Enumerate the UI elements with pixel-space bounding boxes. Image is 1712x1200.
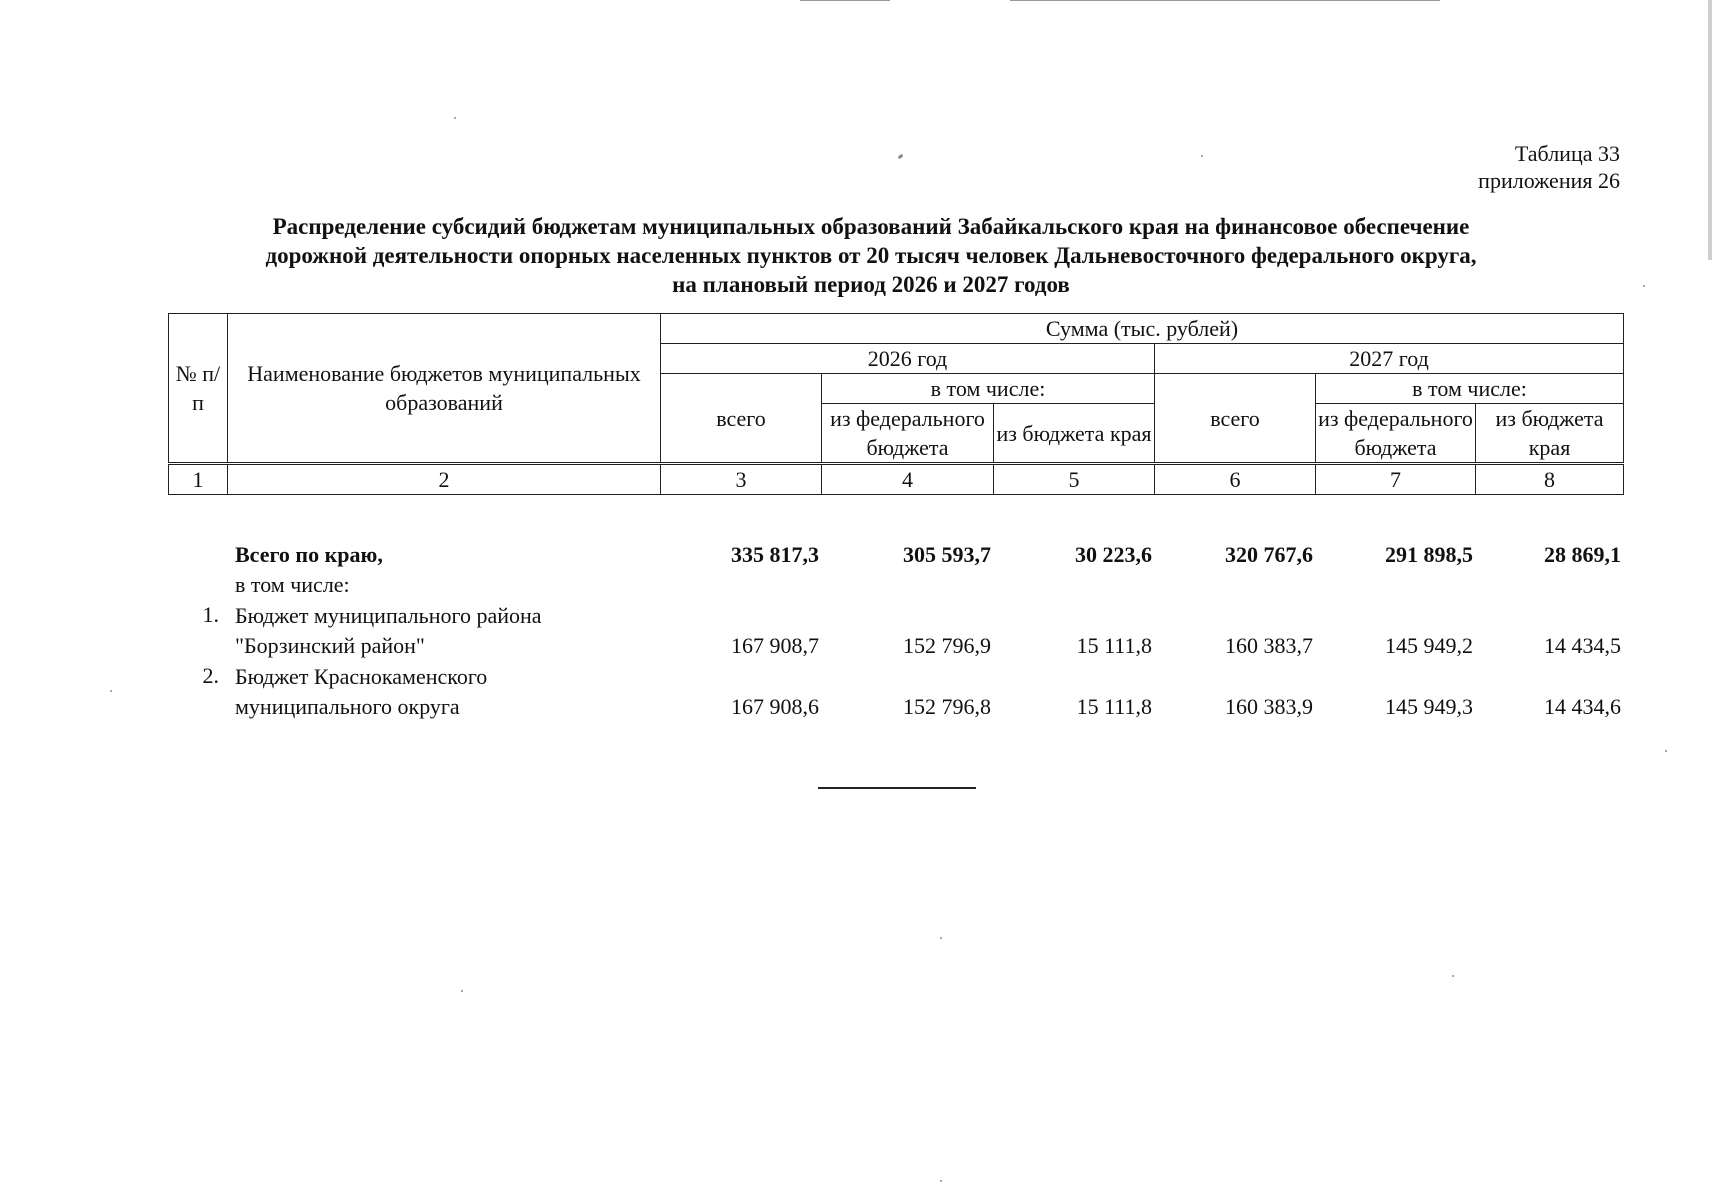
empty-cell [660, 570, 1623, 600]
column-header-including-2026: в том числе: [822, 374, 1155, 404]
subsidy-table-body [168, 540, 1623, 722]
row-name-line: "Борзинский район" [235, 633, 425, 658]
document-title [150, 212, 1592, 299]
cell-value: 167 908,6 [731, 694, 819, 719]
column-header-federal-2026: из федерального бюджета [822, 404, 994, 464]
table-row-total [168, 540, 1623, 570]
row-name-total: Всего по краю, [235, 542, 383, 567]
table-reference [1478, 140, 1620, 194]
table-row [168, 661, 1623, 722]
scan-speck [1452, 975, 1454, 977]
cell-value: 14 434,5 [1544, 633, 1621, 658]
row-number: 2. [202, 663, 219, 688]
column-header-including-2027: в том числе: [1316, 374, 1624, 404]
row-number [168, 570, 227, 600]
column-index: 5 [994, 464, 1155, 495]
column-index: 3 [661, 464, 822, 495]
cell-value: 14 434,6 [1544, 694, 1621, 719]
scan-speck [110, 690, 112, 692]
row-name-line: Бюджет Краснокаменского [235, 664, 488, 689]
column-header-total-2027: всего [1155, 374, 1316, 464]
cell-value: 145 949,3 [1385, 694, 1473, 719]
cell-value: 152 796,9 [903, 633, 991, 658]
column-header-number: № п/п [169, 314, 228, 464]
scan-speck [898, 154, 904, 160]
title-line-3: на плановый период 2026 и 2027 годов [672, 272, 1070, 297]
scan-speck [1201, 155, 1203, 157]
cell-value: 30 223,6 [1075, 542, 1152, 567]
table-number-label: Таблица 33 [1514, 141, 1620, 166]
scan-artifact-line [1010, 0, 1440, 1]
title-line-1: Распределение субсидий бюджетам муниципальных образований Забайкальского края на финансовое обеспечение [272, 214, 1470, 239]
row-name-line: муниципального округа [235, 694, 460, 719]
column-header-year-2027: 2027 год [1155, 344, 1624, 374]
cell-value: 305 593,7 [903, 542, 991, 567]
cell-value: 152 796,8 [903, 694, 991, 719]
column-header-regional-2026: из бюджета края [994, 404, 1155, 464]
annex-number-label: приложения 26 [1478, 168, 1620, 193]
scan-speck [454, 117, 456, 119]
column-index: 7 [1316, 464, 1476, 495]
end-of-table-rule [818, 787, 976, 789]
column-index: 8 [1476, 464, 1624, 495]
column-header-budget-name: Наименование бюджетов муниципальных образований [228, 314, 661, 464]
row-number: 1. [202, 602, 219, 627]
cell-value: 320 767,6 [1225, 542, 1313, 567]
cell-value: 335 817,3 [731, 542, 819, 567]
cell-value: 28 869,1 [1544, 542, 1621, 567]
column-index: 2 [228, 464, 661, 495]
column-index: 6 [1155, 464, 1316, 495]
scan-speck [461, 990, 463, 992]
row-name [227, 661, 660, 722]
subsidy-table-header [168, 313, 1624, 495]
cell-value: 15 111,8 [1076, 633, 1152, 658]
cell-value: 145 949,2 [1385, 633, 1473, 658]
cell-value: 160 383,9 [1225, 694, 1313, 719]
scan-edge-shadow [1708, 0, 1712, 260]
cell-value: 291 898,5 [1385, 542, 1473, 567]
cell-value: 160 383,7 [1225, 633, 1313, 658]
column-index: 1 [169, 464, 228, 495]
row-including-label: в том числе: [235, 572, 350, 597]
scan-speck [940, 937, 942, 939]
scan-speck [940, 1180, 942, 1182]
scan-speck [1643, 285, 1645, 287]
cell-value: 167 908,7 [731, 633, 819, 658]
table-row-including [168, 570, 1623, 600]
table-row [168, 600, 1623, 661]
column-header-total-2026: всего [661, 374, 822, 464]
cell-value: 15 111,8 [1076, 694, 1152, 719]
row-number [168, 540, 227, 570]
scan-speck [1665, 750, 1667, 752]
column-header-regional-2027: из бюджета края [1476, 404, 1624, 464]
row-name [227, 600, 660, 661]
row-name-line: Бюджет муниципального района [235, 603, 542, 628]
column-header-year-2026: 2026 год [661, 344, 1155, 374]
column-index: 4 [822, 464, 994, 495]
column-header-federal-2027: из федерального бюджета [1316, 404, 1476, 464]
title-line-2: дорожной деятельности опорных населенных пунктов от 20 тысяч человек Дальневосточного федерального округа, [265, 243, 1477, 268]
scan-artifact-line [800, 0, 890, 1]
column-header-sum: Сумма (тыс. рублей) [661, 314, 1624, 344]
